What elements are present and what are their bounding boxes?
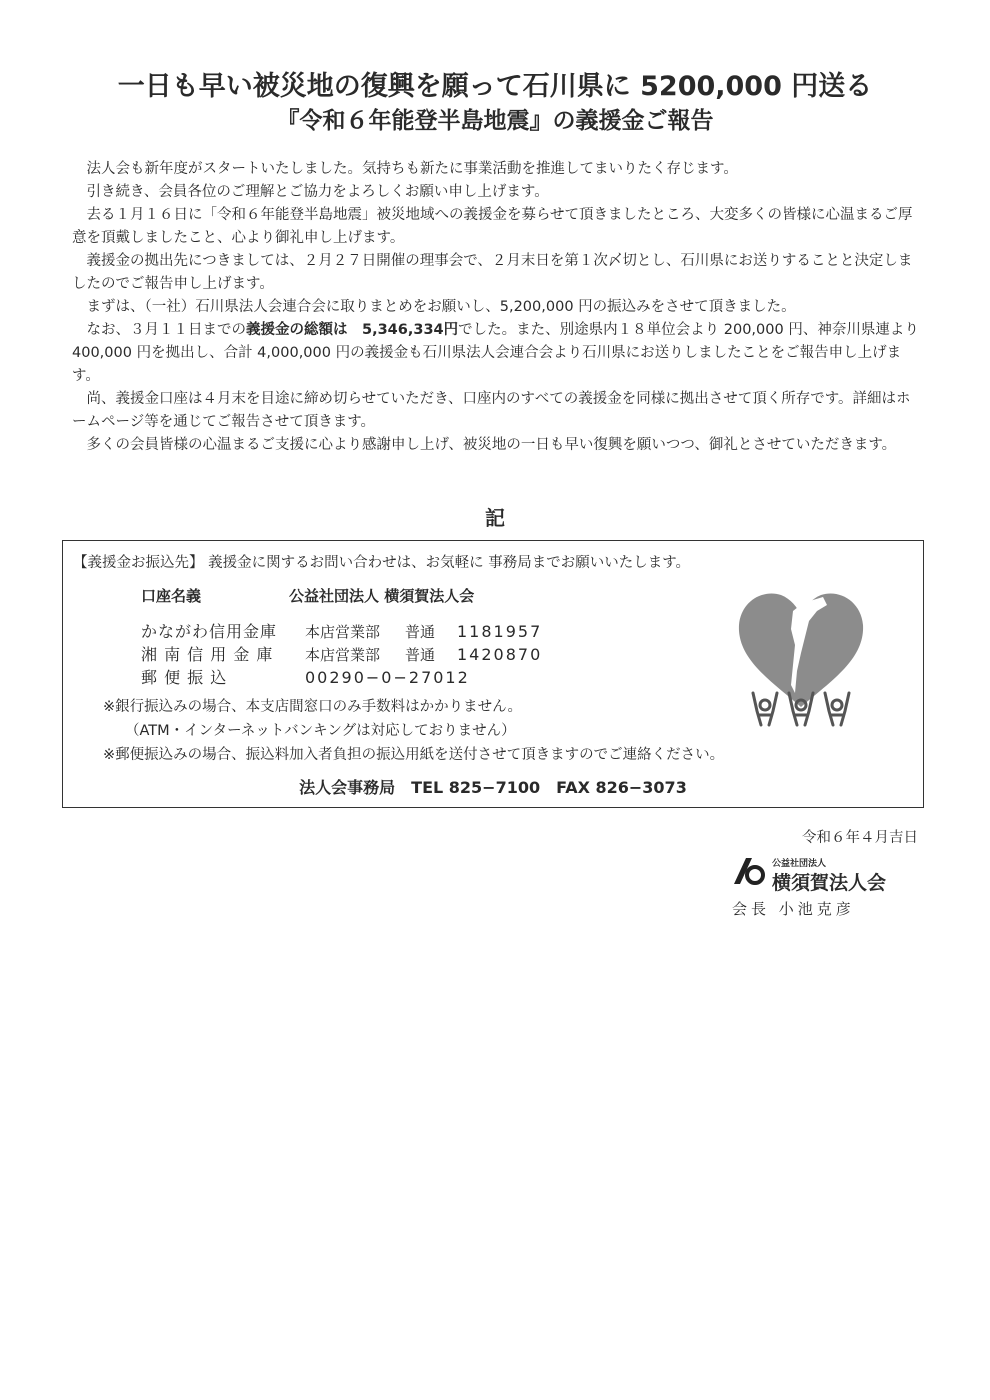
- bank-name: 湘 南 信 用 金 庫: [141, 645, 274, 664]
- paragraph: 尚、義援金口座は４月末を目途に締め切らせていただき、口座内のすべての義援金を同様に拠出させて頂く所存です。詳細はホームページ等を通じてご報告させて頂きます。: [72, 391, 911, 430]
- bank-name: かながわ信用金庫: [141, 622, 278, 641]
- account-type: 普通: [405, 646, 436, 664]
- note: ※郵便振込みの場合、振込料加入者負担の振込用紙を送付させて頂きますのでご連絡ください。: [103, 747, 725, 763]
- paragraph: 義援金の拠出先につきましては、２月２７日開催の理事会で、２月末日を第１次〆切とし、石川県にお送りすることと決定しましたのでご報告申し上げます。: [72, 253, 913, 292]
- president-name: 会長 小池克彦: [732, 900, 855, 918]
- bank-row: [141, 665, 470, 688]
- office-contact: 法人会事務局 TEL 825−7100 FAX 826−3073: [299, 778, 687, 797]
- issue-date: 令和６年４月吉日: [802, 830, 918, 846]
- bank-branch: 本店営業部: [305, 646, 381, 664]
- paragraph-text: でした。また、別途県内１８単位会より 200,000 円、神奈川県連より 400,000 円を拠出し、合計 4,000,000 円の義援金も石川県法人会連合会より石川県にお送りしましたことをご報告申し上げます。: [72, 322, 919, 384]
- account-number: 1181957: [457, 622, 543, 641]
- organization-signature: [732, 852, 922, 922]
- account-type: 普通: [405, 623, 436, 641]
- donation-info-box: [62, 540, 924, 808]
- paragraph: 引き続き、会員各位のご理解とご協力をよろしくお願い申し上げます。: [86, 184, 549, 200]
- account-holder: 公益社団法人 横須賀法人会: [289, 587, 475, 605]
- note: （ATM・インターネットバンキングは対応しておりません）: [125, 723, 516, 739]
- bank-branch: 本店営業部: [305, 623, 381, 641]
- paragraph: 法人会も新年度がスタートいたしました。気持ちも新たに事業活動を推進してまいりたく存じます。: [86, 161, 738, 177]
- org-name: 横須賀法人会: [772, 872, 887, 894]
- postal-number: 00290−0−27012: [305, 668, 470, 687]
- paragraph: 多くの会員皆様の心温まるご支援に心より感謝申し上げ、被災地の一日も早い復興を願いつつ、御礼とさせていただきます。: [86, 437, 897, 453]
- account-label: 口座名義: [141, 587, 202, 605]
- paragraph: [72, 319, 920, 388]
- logo-icon: [732, 856, 766, 886]
- note: ※銀行振込みの場合、本支店間窓口のみ手数料はかかりません。: [103, 699, 523, 715]
- page-title: 一日も早い被災地の復興を願って石川県に 5200,000 円送る: [117, 71, 873, 102]
- ki-heading: 記: [485, 506, 505, 530]
- org-type: 公益社団法人: [772, 859, 827, 869]
- paragraph-text: なお、３月１１日までの: [86, 322, 246, 338]
- page-subtitle: 『令和６年能登半島地震』の義援金ご報告: [276, 108, 714, 134]
- total-amount: 義援金の総額は 5,346,334円: [246, 322, 459, 338]
- account-name-row: [141, 585, 475, 606]
- account-number: 1420870: [457, 645, 543, 664]
- heart-support-illustration: [731, 581, 871, 731]
- box-lead: 【義援金お振込先】 義援金に関するお問い合わせは、お気軽に 事務局までお願いいたします。: [73, 555, 691, 571]
- bank-name: 郵 便 振 込: [141, 668, 228, 687]
- paragraph: 去る１月１６日に「令和６年能登半島地震」被災地域への義援金を募らせて頂きましたところ、大変多くの皆様に心温まるご厚意を頂戴しましたこと、心より御礼申し上げます。: [72, 207, 913, 246]
- report-body: [72, 158, 920, 457]
- bank-row: [141, 619, 542, 642]
- bank-row: [141, 642, 542, 665]
- paragraph: まずは、（一社）石川県法人会連合会に取りまとめをお願いし、5,200,000 円の振込みをさせて頂きました。: [86, 299, 796, 315]
